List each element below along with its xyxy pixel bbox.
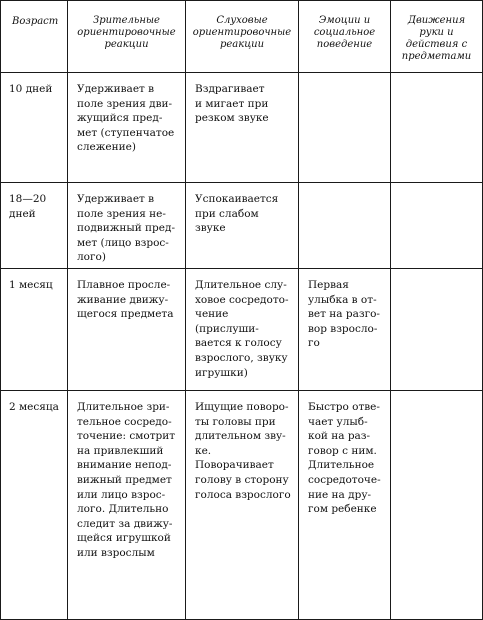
cell-text-line: жущийся пред-: [77, 112, 163, 125]
header-auditory: Слуховые ориентировочные реакции: [186, 1, 299, 73]
cell-text-line: или лицо взрос-: [77, 488, 166, 501]
header-age: Возраст: [1, 1, 68, 73]
cell-text-line: взрослого, звуку: [195, 351, 288, 364]
cell-text-line: улыбка в от-: [308, 293, 377, 306]
cell-text-line: длительном зву-: [195, 430, 286, 443]
cell-auditory: [186, 73, 299, 183]
cell-text-line: чение (прислуши-: [195, 308, 259, 335]
cell-hand: [391, 391, 483, 620]
cell-visual: [68, 73, 186, 183]
cell-text-line: кой на раз-: [308, 430, 371, 443]
cell-auditory: [186, 391, 299, 620]
table-row: [1, 183, 483, 269]
cell-emotion: [299, 183, 391, 269]
cell-text-line: Длительное: [308, 459, 375, 472]
header-visual: Зрительные ориентировочные реакции: [68, 1, 186, 73]
cell-auditory: [186, 183, 299, 269]
cell-text-line: вижный предмет: [77, 473, 172, 486]
cell-emotion: [299, 269, 391, 391]
cell-text-line: голову в сторону: [195, 473, 289, 486]
table-row: [1, 391, 483, 620]
cell-age: 18—20 дней: [1, 183, 68, 269]
cell-text-line: поле зрения дви-: [77, 97, 173, 110]
cell-text-line: подвижный пред-: [77, 222, 175, 235]
cell-text-line: живание движу-: [77, 293, 169, 306]
table-row: [1, 269, 483, 391]
cell-text-line: внимание непод-: [77, 459, 172, 472]
cell-text-line: поле зрения не-: [77, 207, 166, 220]
cell-text-line: вор взросло-: [308, 322, 378, 335]
cell-text-line: ние на дру-: [308, 488, 372, 501]
table-header-row: [1, 1, 483, 73]
cell-text-line: гом ребенке: [308, 503, 377, 516]
cell-text-line: Успокаивается: [195, 193, 279, 205]
cell-text-line: точение: смотрит: [77, 430, 176, 443]
cell-text-line: или взрослым: [77, 546, 155, 559]
cell-visual: [68, 183, 186, 269]
cell-text-line: при слабом: [195, 207, 259, 220]
cell-text-line: Длительное слу-: [195, 279, 287, 291]
cell-age: 10 дней: [1, 73, 68, 183]
cell-text-line: Вздрагивает: [195, 83, 265, 95]
cell-text-line: чает улыб-: [308, 415, 368, 428]
cell-text-line: ке. Поворачивает: [195, 444, 274, 472]
cell-text-line: Удерживает в: [77, 193, 155, 205]
header-emotion: Эмоции и социальное поведение: [299, 1, 391, 73]
cell-text-line: тельное сосредо-: [77, 415, 172, 428]
cell-text-line: игрушки): [195, 366, 248, 379]
cell-text-line: щейся игрушкой: [77, 532, 171, 545]
cell-text-line: вет на разго-: [308, 308, 380, 321]
cell-text-line: Ищущие поворо-: [195, 401, 289, 413]
cell-visual: [68, 269, 186, 391]
cell-text-line: звуке: [195, 222, 226, 235]
cell-auditory: [186, 269, 299, 391]
cell-text-line: лого. Длительно: [77, 503, 169, 516]
cell-text-line: лого): [77, 251, 106, 264]
cell-text-line: Плавное просле-: [77, 279, 171, 291]
cell-visual: [68, 391, 186, 620]
cell-age: 1 месяц: [1, 269, 68, 391]
cell-text-line: мет (лицо взрос-: [77, 236, 169, 249]
table-row: [1, 73, 483, 183]
cell-text-line: резком звуке: [195, 112, 269, 125]
cell-emotion: [299, 391, 391, 620]
cell-hand: [391, 73, 483, 183]
cell-text-line: вается к голосу: [195, 337, 282, 350]
cell-text-line: го: [308, 337, 320, 350]
cell-emotion: [299, 73, 391, 183]
cell-text-line: щегося предмета: [77, 308, 174, 321]
cell-text-line: и мигает при: [195, 97, 269, 110]
cell-age: 2 месяца: [1, 391, 68, 620]
cell-hand: [391, 269, 483, 391]
header-hand: Движения руки и действия с предметами: [391, 1, 483, 73]
cell-text-line: сосредоточе-: [308, 473, 381, 486]
cell-text-line: на привлекший: [77, 444, 164, 457]
cell-text-line: Быстро отве-: [308, 401, 380, 413]
cell-text-line: слежение): [77, 141, 136, 154]
cell-text-line: Удерживает в: [77, 83, 155, 95]
cell-text-line: ховое сосредото-: [195, 293, 289, 306]
cell-text-line: говор с ним.: [308, 444, 377, 457]
cell-text-line: голоса взрослого: [195, 488, 291, 501]
cell-text-line: следит за движу-: [77, 517, 173, 530]
cell-text-line: Первая: [308, 279, 349, 291]
cell-text-line: ты головы при: [195, 415, 276, 428]
cell-text-line: мет (ступенчатое: [77, 126, 175, 139]
cell-text-line: Длительное зри-: [77, 401, 170, 413]
cell-hand: [391, 183, 483, 269]
